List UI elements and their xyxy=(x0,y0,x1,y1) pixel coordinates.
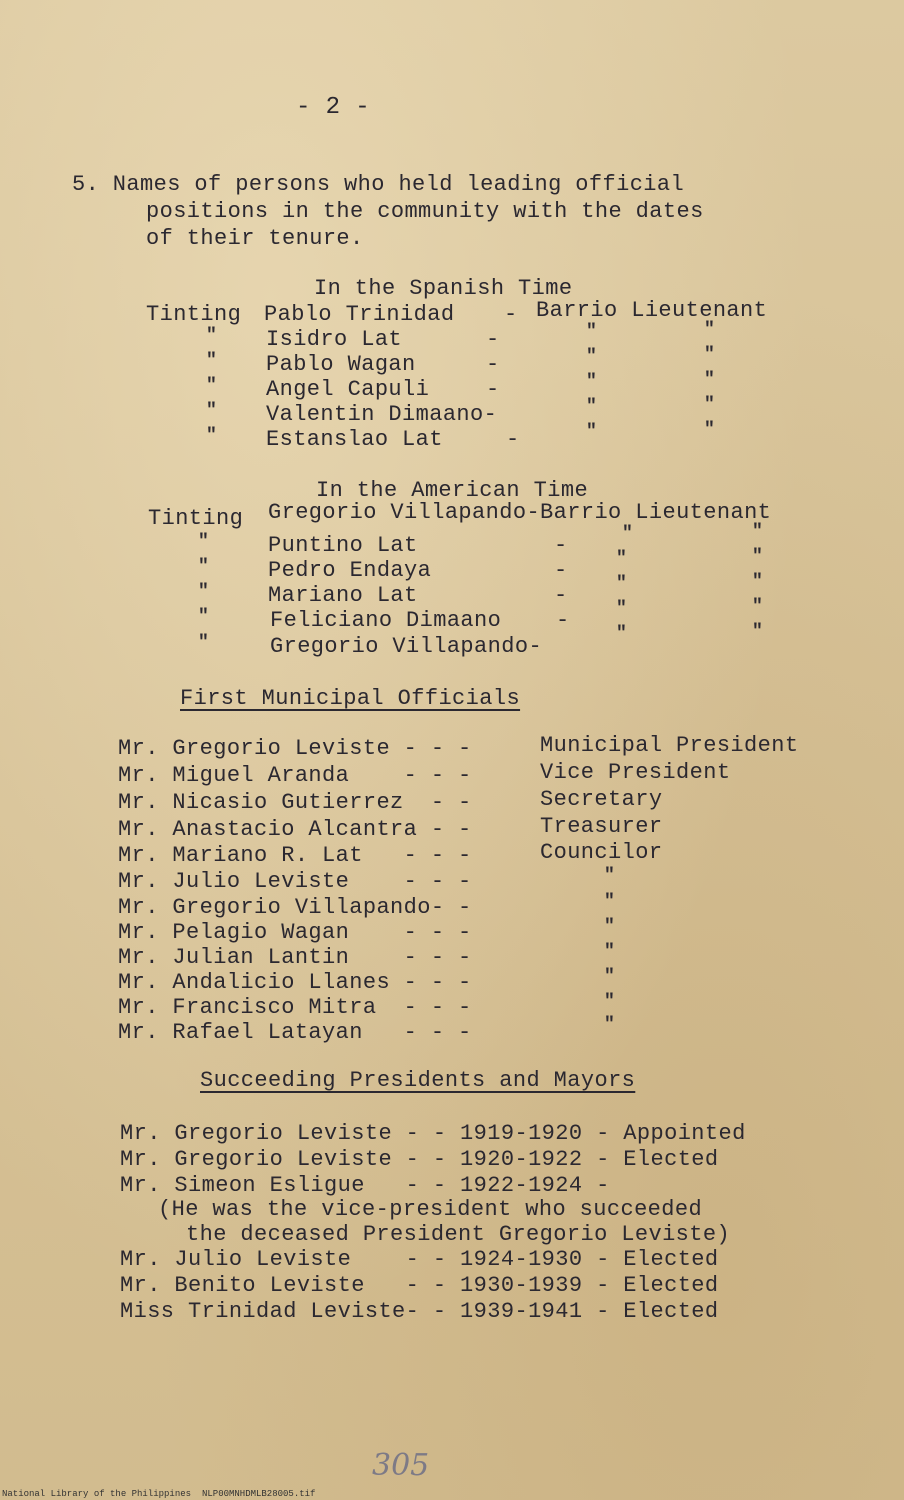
municipal-ditto-6: " xyxy=(604,866,615,886)
american-ditto-b-3: " xyxy=(616,599,627,619)
spanish-ditto-prefix-5: " xyxy=(206,401,217,421)
american-first-row: Gregorio Villapando-Barrio Lieutenant xyxy=(268,500,772,525)
spanish-ditto-l-2: " xyxy=(704,320,715,340)
president-note-2: the deceased President Gregorio Leviste) xyxy=(186,1222,731,1247)
municipal-name-11: Mr. Francisco Mitra - - - xyxy=(118,995,472,1020)
president-note-1: (He was the vice-president who succeeded xyxy=(158,1197,703,1222)
footer-library: National Library of the Philippines xyxy=(2,1489,192,1499)
spanish-ditto-l-4: " xyxy=(704,370,715,390)
american-ditto-b-4: " xyxy=(616,624,627,644)
municipal-position-1: Municipal President xyxy=(540,733,799,758)
section5-line-2: positions in the community with the dates xyxy=(146,199,704,224)
spanish-ditto-b-6: " xyxy=(586,422,597,442)
municipal-ditto-12: " xyxy=(604,1015,615,1035)
american-heading: In the American Time xyxy=(316,478,589,503)
american-dash-3: - xyxy=(554,583,568,608)
american-ditto-prefix-3: " xyxy=(198,582,209,602)
municipal-heading: First Municipal Officials xyxy=(180,686,521,711)
american-dash-2: - xyxy=(554,558,568,583)
spanish-dash-4: - xyxy=(486,377,500,402)
spanish-name-1: Pablo Trinidad xyxy=(264,302,455,327)
municipal-name-3: Mr. Nicasio Gutierrez - - xyxy=(118,790,472,815)
american-ditto-l-0: " xyxy=(752,522,763,542)
spanish-ditto-l-5: " xyxy=(704,395,715,415)
american-name-3: Mariano Lat xyxy=(268,583,418,608)
municipal-name-5: Mr. Mariano R. Lat - - - xyxy=(118,843,472,868)
president-line-5: Mr. Benito Leviste - - 1930-1939 - Elected xyxy=(120,1273,719,1298)
american-ditto-prefix-4: " xyxy=(198,607,209,627)
spanish-ditto-l-6: " xyxy=(704,420,715,440)
municipal-position-3: Secretary xyxy=(540,787,663,812)
municipal-ditto-7: " xyxy=(604,892,615,912)
president-line-4: Mr. Julio Leviste - - 1924-1930 - Elected xyxy=(120,1247,719,1272)
municipal-name-1: Mr. Gregorio Leviste - - - xyxy=(118,736,472,761)
municipal-name-7: Mr. Gregorio Villapando- - xyxy=(118,895,472,920)
american-ditto-l-4: " xyxy=(752,622,763,642)
spanish-ditto-prefix-4: " xyxy=(206,376,217,396)
spanish-name-4: Angel Capuli xyxy=(266,377,430,402)
municipal-position-2: Vice President xyxy=(540,760,731,785)
municipal-ditto-9: " xyxy=(604,942,615,962)
spanish-ditto-b-4: " xyxy=(586,372,597,392)
american-name-2: Pedro Endaya xyxy=(268,558,432,583)
american-name-4: Feliciano Dimaano xyxy=(270,608,502,633)
spanish-name-5: Valentin Dimaano- xyxy=(266,402,498,427)
municipal-name-12: Mr. Rafael Latayan - - - xyxy=(118,1020,472,1045)
municipal-name-4: Mr. Anastacio Alcantra - - xyxy=(118,817,472,842)
municipal-ditto-11: " xyxy=(604,992,615,1012)
municipal-ditto-8: " xyxy=(604,917,615,937)
spanish-ditto-prefix-2: " xyxy=(206,326,217,346)
spanish-name-6: Estanslao Lat xyxy=(266,427,443,452)
municipal-position-4: Treasurer xyxy=(540,814,663,839)
municipal-ditto-10: " xyxy=(604,967,615,987)
footer-file: NLP00MNHDMLB28005.tif xyxy=(202,1489,316,1499)
president-line-6: Miss Trinidad Leviste- - 1939-1941 - Elected xyxy=(120,1299,719,1324)
section5-line-1: 5. Names of persons who held leading official xyxy=(72,172,685,197)
spanish-heading: In the Spanish Time xyxy=(314,276,573,301)
spanish-dash-1: - xyxy=(504,302,518,327)
municipal-name-6: Mr. Julio Leviste - - - xyxy=(118,869,472,894)
president-line-2: Mr. Gregorio Leviste - - 1920-1922 - Elected xyxy=(120,1147,719,1172)
president-line-3: Mr. Simeon Esligue - - 1922-1924 - xyxy=(120,1173,610,1198)
section5-line-3: of their tenure. xyxy=(146,226,364,251)
american-ditto-b-2: " xyxy=(616,574,627,594)
american-ditto-l-2: " xyxy=(752,572,763,592)
american-ditto-l-3: " xyxy=(752,597,763,617)
municipal-name-8: Mr. Pelagio Wagan - - - xyxy=(118,920,472,945)
american-name-1: Puntino Lat xyxy=(268,533,418,558)
page-number: - 2 - xyxy=(296,94,371,121)
spanish-prefix: Tinting xyxy=(146,302,242,327)
american-ditto-prefix-5: " xyxy=(198,633,209,653)
municipal-name-2: Mr. Miguel Aranda - - - xyxy=(118,763,472,788)
municipal-name-9: Mr. Julian Lantin - - - xyxy=(118,945,472,970)
american-dash-4: - xyxy=(556,608,570,633)
american-ditto-b-1: " xyxy=(616,549,627,569)
american-ditto-prefix-1: " xyxy=(198,532,209,552)
spanish-ditto-b-5: " xyxy=(586,397,597,417)
american-prefix: Tinting xyxy=(148,506,244,531)
american-ditto-l-1: " xyxy=(752,547,763,567)
spanish-name-2: Isidro Lat xyxy=(266,327,403,352)
spanish-dash-3: - xyxy=(486,352,500,377)
spanish-ditto-b-3: " xyxy=(586,347,597,367)
spanish-position-1: Barrio Lieutenant xyxy=(536,298,768,323)
president-line-1: Mr. Gregorio Leviste - - 1919-1920 - Appointed xyxy=(120,1121,746,1146)
spanish-ditto-l-3: " xyxy=(704,345,715,365)
spanish-dash-6: - xyxy=(506,427,520,452)
spanish-ditto-prefix-3: " xyxy=(206,351,217,371)
spanish-ditto-prefix-6: " xyxy=(206,426,217,446)
presidents-heading: Succeeding Presidents and Mayors xyxy=(200,1068,636,1093)
american-ditto-b-0: " xyxy=(622,524,633,544)
spanish-name-3: Pablo Wagan xyxy=(266,352,416,377)
spanish-dash-2: - xyxy=(486,327,500,352)
american-ditto-prefix-2: " xyxy=(198,557,209,577)
american-name-5: Gregorio Villapando- xyxy=(270,634,543,659)
handwritten-page-number: 305 xyxy=(372,1448,430,1483)
municipal-position-5: Councilor xyxy=(540,840,663,865)
municipal-name-10: Mr. Andalicio Llanes - - - xyxy=(118,970,472,995)
spanish-ditto-b-2: " xyxy=(586,322,597,342)
american-dash-1: - xyxy=(554,533,568,558)
